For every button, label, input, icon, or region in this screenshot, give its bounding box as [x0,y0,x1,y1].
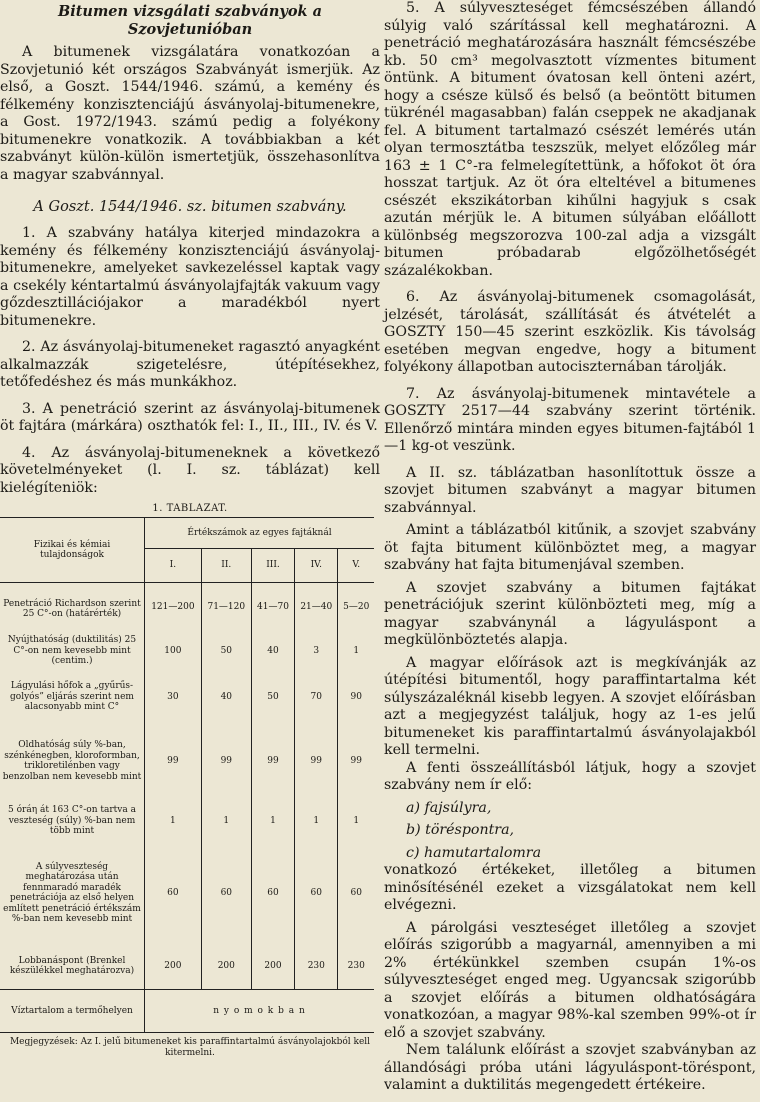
row-label: Oldhatóság súly %-ban, szénkénegben, kloroformban, trikloretilénben vagy benzolban nem kevesebb mint [2,740,142,782]
row-value: 30 [145,671,202,723]
left-column [0,0,380,1058]
row-value: 21—40 [295,583,338,632]
section-subtitle: A Goszt. 1544/1946. sz. bitumen szabvány. [33,199,347,215]
row-value: 60 [295,843,338,943]
table-caption: 1. TABLAZAT. [152,503,228,514]
grade-2: II. [201,549,251,583]
table-header-row [0,518,374,549]
paragraph-11: A magyar előírások azt is megkívánják az útépítési bitumentől, hogy paraffintartalma két súlyszázaléknál kisebb legyen. A szovjet előírásban azt a megjegyzést találjuk, hogy az 1-es jelű bitumeneket kis paraffintartalmú ásványolajakból kell termelni. [384,654,756,758]
paragraph-15: Nem találunk előírást a szovjet szabványban az állandósági próba utáni lágyuláspont-töréspont, valamint a duktilitás megengedett értékeire. [384,1042,756,1093]
row-value: 50 [251,671,294,723]
row-value: 99 [145,723,202,799]
article-title: Bitumen vizsgálati szabványok a Szovjetunióban [57,3,323,38]
row-value: 60 [251,843,294,943]
paragraph-2: 2. Az ásványolaj-bitumeneket ragasztó anyagként alkalmazzák szigetelésre, útépítésekhez, tetőfedéshez és más munkákhoz. [0,339,380,390]
grade-1: I. [145,549,202,583]
row-value: 60 [201,843,251,943]
row-value: 230 [295,943,338,990]
row-value: 3 [295,631,338,671]
row-label: Lobbanáspont (Brenkel készülékkel meghatározva) [9,955,135,976]
header-values: Értékszámok az egyes fajtáknál [145,518,375,549]
row-value: 230 [338,943,374,990]
table-row [0,723,374,799]
grade-4: IV. [295,549,338,583]
row-value: 40 [201,671,251,723]
paragraph-9: Amint a táblázatból kitűnik, a szovjet szabvány öt fajta bitument különböztet meg, a magyar szabvány hat fajta bitumenjával szemben. [384,522,756,573]
table-row [0,943,374,990]
table-note: Megjegyzések: Az I. jelű bitumeneket kis paraffintartalmú ásványolajokból kell kitermelni. [9,1037,371,1058]
water-value: n y o m o k b a n [145,990,375,1033]
grade-5: V. [338,549,374,583]
row-value: 200 [201,943,251,990]
row-value: 121—200 [145,583,202,632]
table-row [0,671,374,723]
row-value: 1 [338,631,374,671]
row-label: A súlyveszteség meghatározása után fennmaradó maradék penetrációja az első helyen említett penetráció értékszám %-ban nem kevesebb mint [3,861,141,924]
paragraph-3: 3. A penetráció szerint az ásványolaj-bitumenek öt fajtára (márkára) oszthatók fel: I., II., III., IV. és V. [0,400,380,434]
row-value: 5—20 [338,583,374,632]
intro-paragraph: A bitumenek vizsgálatára vonatkozóan a Szovjetunió két országos Szabványát ismerjük. Az első, a Goszt. 1544/1946. számú, a kemény és félkemény konzisztenciájú ásványolaj-bitumenekre, a Gost. 1972/1943. számú pedig a folyékony bitumenekre vonatkozik. A továbbiakban a két szabványt külön-külön ismertetjük, összehasonlítva a magyar szabvánnyal. [0,44,380,183]
row-value: 70 [295,671,338,723]
table-row [0,799,374,843]
table-row [0,583,374,632]
row-value: 60 [145,843,202,943]
row-value: 99 [251,723,294,799]
paragraph-13: vonatkozó értékeket, illetőleg a bitumen minősítésénél ezeket a vizsgálatokat nem kell elvégezni. [384,862,756,913]
paragraph-10: A szovjet szabvány a bitumen fajtákat penetrációjuk szerint különbözteti meg, míg a magyar szabványnál a lágyuláspont a megkülönböztetés alapja. [384,579,756,648]
row-value: 1 [201,799,251,843]
row-value: 90 [338,671,374,723]
spec-table [0,517,374,1033]
list-item: b) töréspontra, [406,822,515,838]
list-item: a) fajsúlyra, [406,799,492,816]
row-value: 71—120 [201,583,251,632]
row-value: 99 [295,723,338,799]
paragraph-1: 1. A szabvány hatálya kiterjed mindazokra a kemény és félkemény konzisztenciájú ásványolaj-bitumenekre, amelyeket savkezeléssel kaptak vagy a csekély kéntartalmú ásványolajfajták vakuum vagy gőzdesztillációjakor a maradékból nyert bitumenekre. [0,225,380,329]
row-value: 1 [338,799,374,843]
right-column [384,0,756,1095]
row-value: 40 [251,631,294,671]
row-label: Penetráció Richardson szerint 25 C°-on (határérték) [3,598,141,619]
row-label: 5 óráη át 163 C°-on tartva a veszteség (súly) %-ban nem több mint [8,805,136,837]
row-value: 50 [201,631,251,671]
table-row [0,631,374,671]
header-property: Fizikai és kémiai tulajdonságok [33,539,111,560]
paragraph-14: A párolgási veszteséget illetőleg a szovjet előírás szigorúbb a magyarnál, amennyiben a mi 2% értékünkkel szemben csupán 1%-os súlyveszteséget enged meg. Ugyancsak szigorúbb a szovjet előírás a bitumen oldhatóságára vonatkozóan, a magyar 98%-kal szemben 99%-ot ír elő a szovjet szabvány. [384,919,756,1041]
row-value: 99 [338,723,374,799]
list-item: c) hamutartalomra [406,844,542,861]
grade-3: III. [251,549,294,583]
row-label: Nyújthatóság (duktilitás) 25 C°-on nem kevesebb mint (centim.) [7,635,137,667]
row-label: Lágyulási hőfok a „gyűrűs-golyós” eljárás szerint nem alacsonyabb mint C° [10,681,134,713]
row-value: 1 [145,799,202,843]
table-row [0,990,374,1033]
row-value: 60 [338,843,374,943]
paragraph-12: A fenti összeállításból látjuk, hogy a szovjet szabvány nem ír elő: [384,759,756,793]
table-row [0,843,374,943]
row-value: 41—70 [251,583,294,632]
paragraph-4: 4. Az ásványolaj-bitumeneknek a következő követelményeket (l. I. sz. táblázat) kell kielégíteniök: [0,444,380,496]
row-value: 200 [145,943,202,990]
water-label: Víztartalom a termőhelyen [11,1005,133,1016]
row-value: 100 [145,631,202,671]
paragraph-6: 6. Az ásványolaj-bitumenek csomagolását, jelzését, tárolását, szállítását és átvételét a GOSZTY 150—45 szerint eszközlik. Kis távolság esetében megvan engedve, hogy a bitument folyékony állapotban autociszternában tárolják. [384,289,756,375]
row-value: 1 [295,799,338,843]
row-value: 99 [201,723,251,799]
paragraph-5: 5. A súlyveszteséget fémcsészében állandó súlyig való szárítással kell meghatározni. A penetráció meghatározására használt fémcsészébe kb. 50 cm³ megolvasztott vízmentes bitument öntünk. A bitument óvatosan kell önteni azért, hogy a csésze külső és belső (a beöntött bitumen tükrénél magasabban) falán cseppek ne akadjanak fel. A bitument tartalmazó csészét lemérés után olyan termosztátba teszszük, melyet előzőleg már 163 ± 1 C°-ra felmelegítettünk, a hőfokot öt óra hosszat tartjuk. Az öt óra elteltével a bitumenes csészét ekszikátorban kihűlni hagyjuk s csak azután mérjük le. A bitumen súlyában előállott különbség megszorozva 100-zal adja a vizsgált bitumen próbadarab elgőzölhetőségét százalékokban. [384,0,756,279]
row-value: 1 [251,799,294,843]
paragraph-7: 7. Az ásványolaj-bitumenek mintavétele a GOSZTY 2517—44 szabvány szerint történik. Ellenőrző mintára minden egyes bitumen-fajtából 1—1 kg-ot veszünk. [384,385,756,454]
paragraph-8: A II. sz. táblázatban hasonlítottuk össze a szovjet bitumen szabványt a magyar bitumen szabvánnyal. [384,464,756,516]
row-value: 200 [251,943,294,990]
